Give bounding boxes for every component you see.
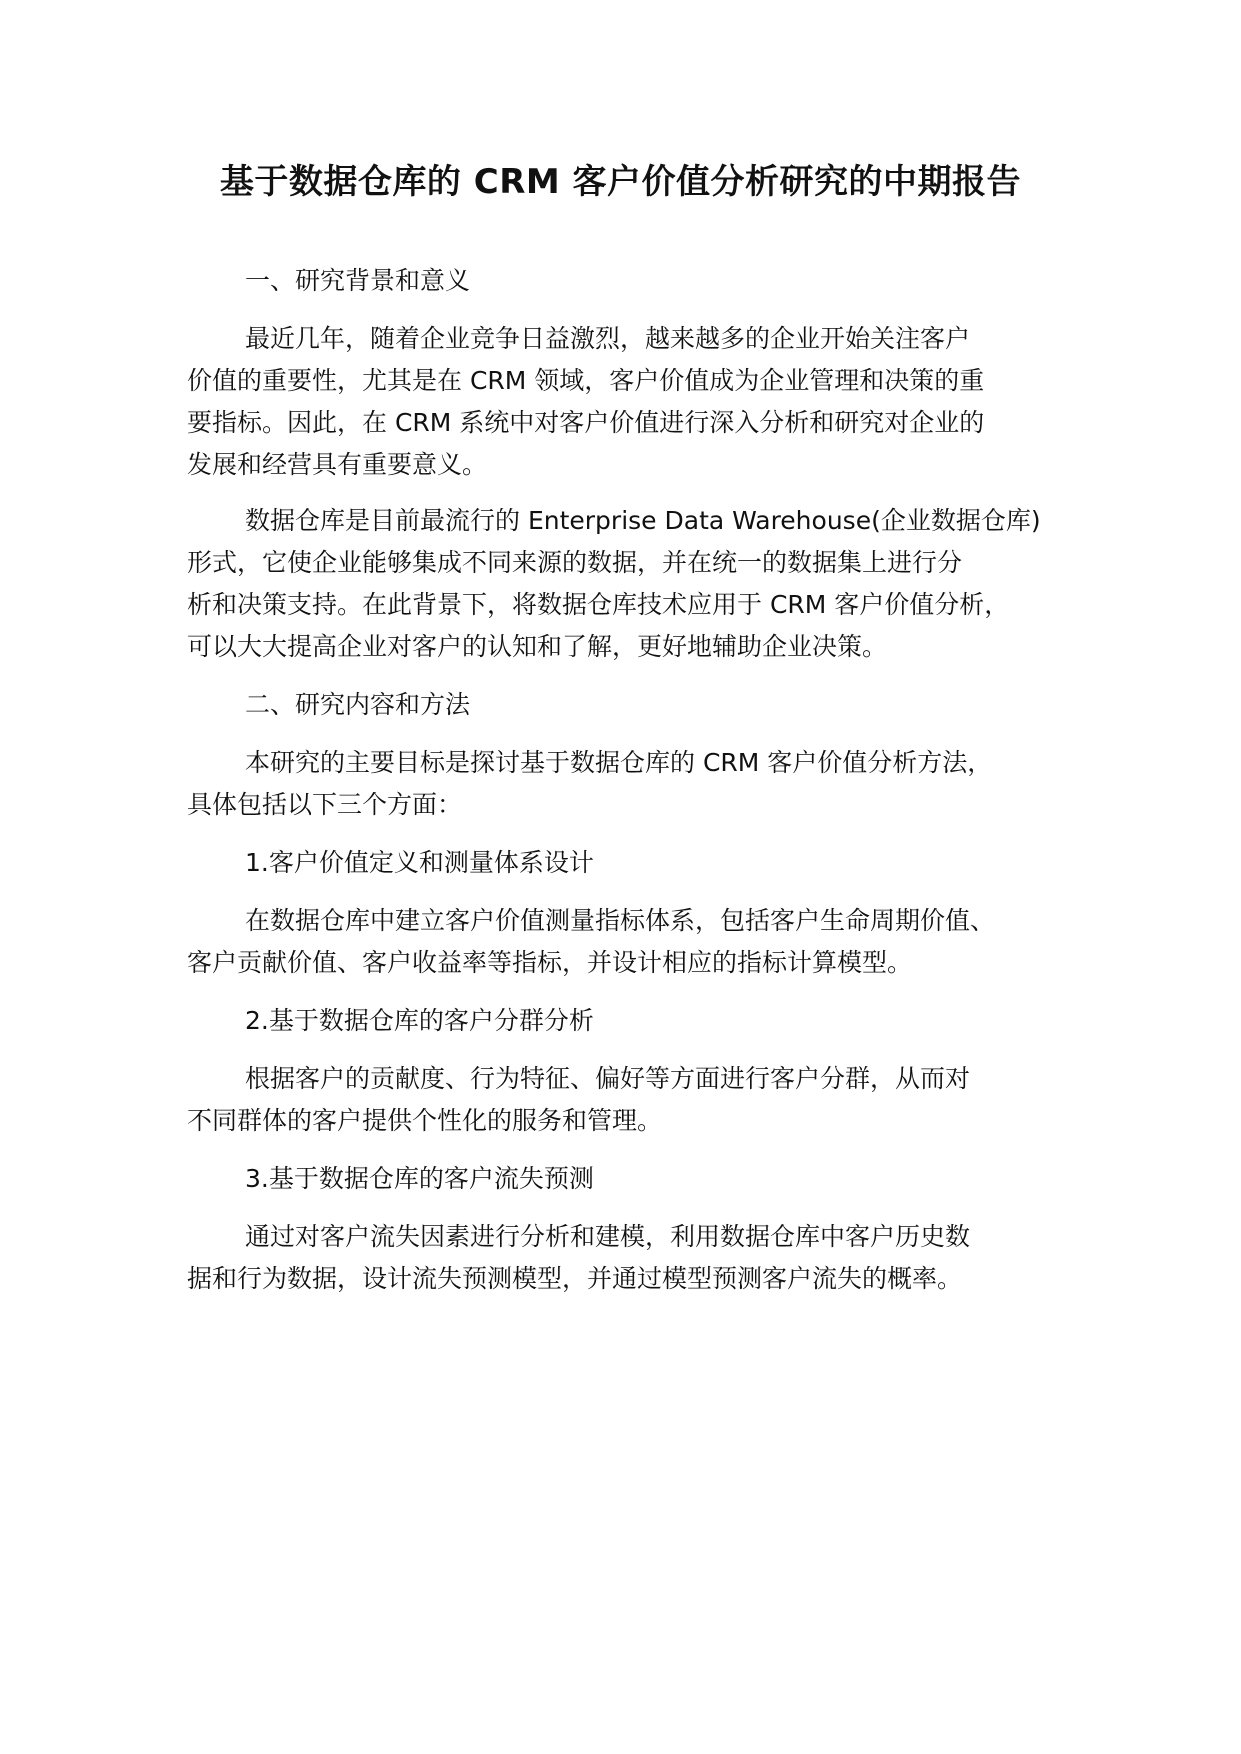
paragraph-segmentation (187, 1056, 1077, 1144)
heading-line: 2.基于数据仓库的客户分群分析 (245, 1006, 594, 1035)
subheading-customer-value-definition (187, 840, 1077, 886)
heading-line: 一、研究背景和意义 (245, 266, 471, 295)
paragraph-line: 析和决策支持。在此背景下，将数据仓库技术应用于 CRM 客户价值分析， (187, 590, 1010, 619)
paragraph-line: 通过对客户流失因素进行分析和建模，利用数据仓库中客户历史数 (245, 1222, 971, 1251)
paragraph-line: 具体包括以下三个方面： (187, 790, 463, 819)
paragraph-background-intro (187, 316, 1077, 488)
paragraph-line: 形式，它使企业能够集成不同来源的数据，并在统一的数据集上进行分 (187, 548, 963, 577)
paragraph-line: 不同群体的客户提供个性化的服务和管理。 (187, 1106, 663, 1135)
paragraph-line: 可以大大提高企业对客户的认知和了解，更好地辅助企业决策。 (187, 632, 888, 661)
heading-line: 二、研究内容和方法 (245, 690, 471, 719)
paragraph-line: 数据仓库是目前最流行的 Enterprise Data Warehouse(企业数据仓库) (245, 506, 1041, 535)
subheading-customer-segmentation (187, 998, 1077, 1044)
paragraph-line: 客户贡献价值、客户收益率等指标，并设计相应的指标计算模型。 (187, 948, 913, 977)
heading-line: 3.基于数据仓库的客户流失预测 (245, 1164, 594, 1193)
section-heading-background (187, 258, 1077, 304)
subheading-churn-prediction (187, 1156, 1077, 1202)
paragraph-line: 发展和经营具有重要意义。 (187, 450, 488, 479)
paragraph-line: 根据客户的贡献度、行为特征、偏好等方面进行客户分群，从而对 (245, 1064, 971, 1093)
paragraph-value-measurement (187, 898, 1077, 986)
paragraph-line: 最近几年，随着企业竞争日益激烈，越来越多的企业开始关注客户 (245, 324, 971, 353)
paragraph-line: 要指标。因此，在 CRM 系统中对客户价值进行深入分析和研究对企业的 (187, 408, 985, 437)
paragraph-research-goal (187, 740, 1077, 828)
paragraph-line: 据和行为数据，设计流失预测模型，并通过模型预测客户流失的概率。 (187, 1264, 963, 1293)
paragraph-line: 本研究的主要目标是探讨基于数据仓库的 CRM 客户价值分析方法， (245, 748, 993, 777)
paragraph-line: 在数据仓库中建立客户价值测量指标体系，包括客户生命周期价值、 (245, 906, 996, 935)
heading-line: 1.客户价值定义和测量体系设计 (245, 848, 594, 877)
document-title: 基于数据仓库的 CRM 客户价值分析研究的中期报告 (219, 162, 1022, 202)
section-heading-content-methods (187, 682, 1077, 728)
paragraph-churn-prediction (187, 1214, 1077, 1302)
paragraph-line: 价值的重要性，尤其是在 CRM 领域，客户价值成为企业管理和决策的重 (187, 366, 985, 395)
paragraph-data-warehouse (187, 498, 1077, 670)
